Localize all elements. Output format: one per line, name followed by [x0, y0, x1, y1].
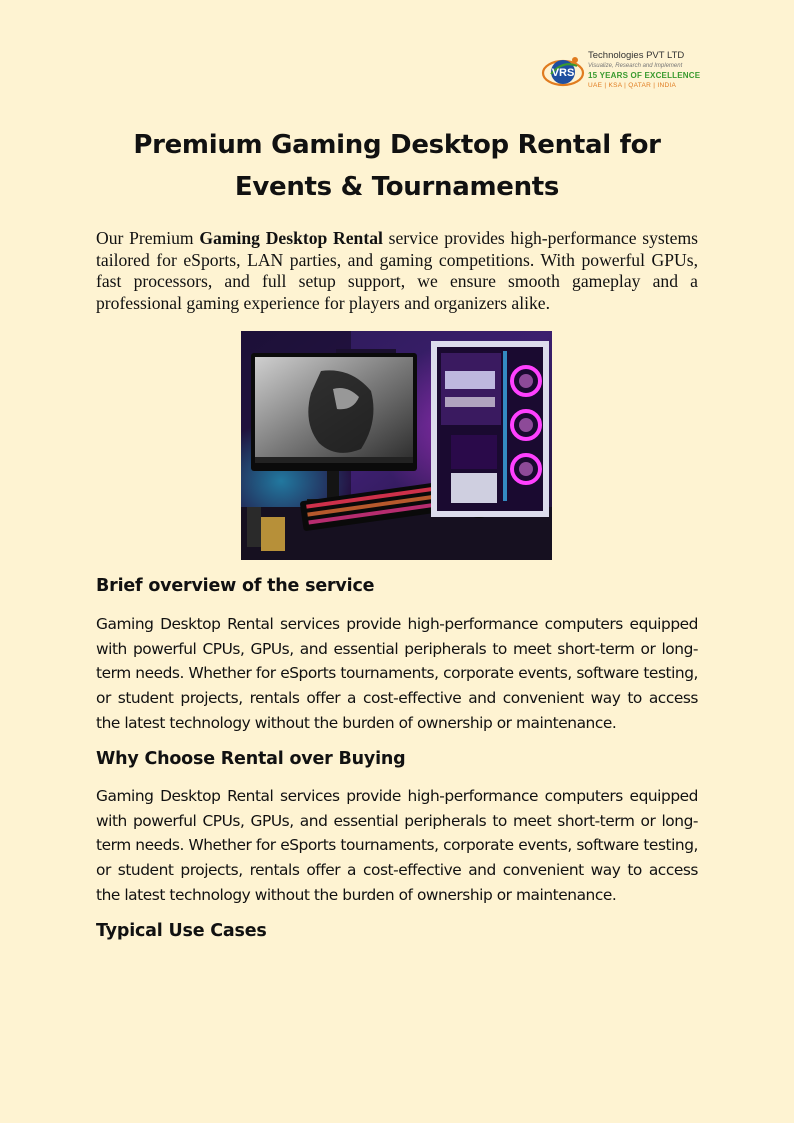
section-heading-use-cases: Typical Use Cases [96, 921, 267, 941]
logo-excellence: 15 YEARS OF EXCELLENCE [588, 71, 701, 80]
intro-paragraph [96, 228, 698, 314]
gaming-setup-photo [241, 331, 552, 560]
section-heading-why-rental: Why Choose Rental over Buying [96, 749, 406, 769]
intro-text-after: service provides high-performance systems tailored for eSports, LAN parties, and gaming competitions. With powerful GPUs, fast processors, and full setup support, we ensure smooth gameplay and a professional gaming experience for players and organizers alike. [96, 228, 699, 313]
page-title: Premium Gaming Desktop Rental for Events & Tournaments [133, 130, 661, 202]
section-body-overview: Gaming Desktop Rental services provide high-performance computers equipped with powerful CPUs, GPUs, and essential peripherals to meet short-term or long-term needs. Whether for eSports tournaments, corporate events, software testing, or student projects, rentals offer a cost-effective and convenient way to access the latest technology without the burden of ownership or maintenance. [96, 615, 698, 732]
logo-tagline: Visualize, Research and Implement [588, 63, 683, 69]
vrs-logo-mark [540, 52, 586, 92]
svg-text:VRS: VRS [551, 67, 575, 79]
logo-regions: UAE | KSA | QATAR | INDIA [588, 82, 677, 89]
logo-company-name: Technologies PVT LTD [588, 50, 685, 61]
intro-bold-term: Gaming Desktop Rental [199, 228, 383, 248]
gaming-setup-illustration [241, 331, 552, 560]
intro-text-before: Our Premium [96, 228, 200, 248]
company-logo [540, 50, 700, 98]
section-heading-overview: Brief overview of the service [96, 576, 375, 596]
section-body-why-rental: Gaming Desktop Rental services provide high-performance computers equipped with powerful CPUs, GPUs, and essential peripherals to meet short-term or long-term needs. Whether for eSports tournaments, corporate events, software testing, or student projects, rentals offer a cost-effective and convenient way to access the latest technology without the burden of ownership or maintenance. [96, 787, 698, 904]
